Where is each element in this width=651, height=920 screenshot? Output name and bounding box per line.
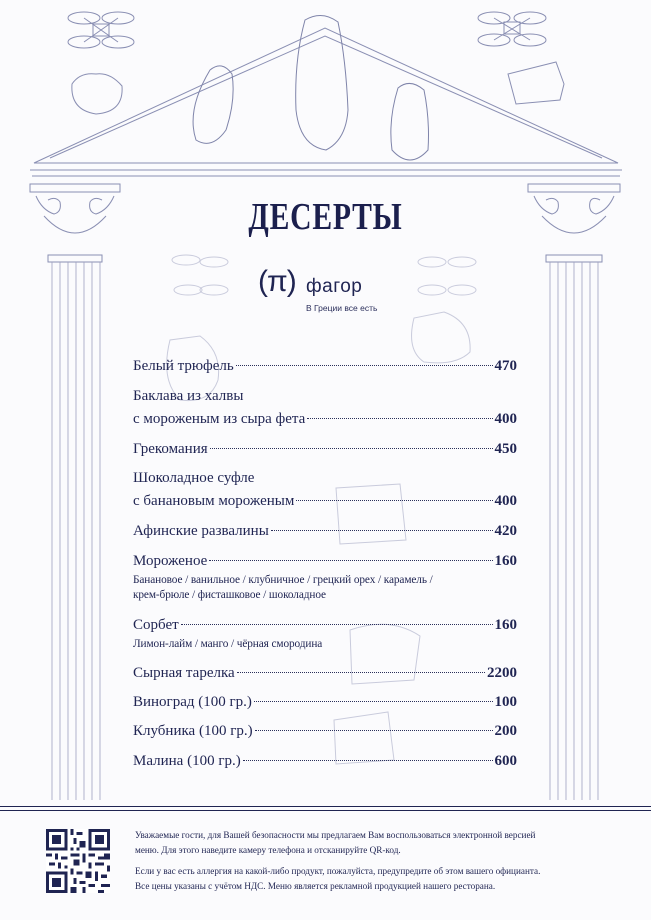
qr-code-icon[interactable]	[46, 829, 110, 893]
leader-dots	[243, 760, 493, 761]
logo-tagline: В Греции все есть	[306, 303, 378, 313]
leader-dots	[271, 530, 493, 531]
menu-item-raspberry	[133, 750, 517, 772]
menu-item-white-truffle	[133, 355, 517, 377]
item-price: 200	[494, 723, 517, 739]
item-name: Сорбет	[133, 617, 179, 633]
footer-text: Все цены указаны с учётом НДС. Меню является рекламной продукцией нашего ресторана.	[135, 881, 496, 891]
menu-item-cheese-plate	[133, 662, 517, 684]
item-price: 100	[494, 694, 517, 710]
leader-dots	[237, 672, 485, 673]
item-price: 160	[494, 553, 517, 569]
item-name: с банановым мороженым	[133, 493, 295, 509]
leader-dots	[209, 560, 492, 561]
leader-dots	[181, 624, 493, 625]
menu-item-strawberry	[133, 720, 517, 742]
leader-dots	[236, 365, 493, 366]
leader-dots	[255, 730, 493, 731]
footer-divider	[0, 810, 651, 811]
menu-item-baklava	[133, 408, 517, 430]
footer-text: меню. Для этого наведите камеру телефона и отсканируйте QR-код.	[135, 845, 401, 855]
footer-divider	[0, 806, 651, 807]
item-name: с мороженым из сыра фета	[133, 411, 306, 427]
item-name: Сырная тарелка	[133, 665, 235, 681]
menu-item-chocolate-souffle	[133, 490, 517, 512]
item-price: 600	[494, 753, 517, 769]
footer-text: Если у вас есть аллергия на какой-либо продукт, пожалуйста, предупредите об этом вашего официанта.	[135, 866, 541, 876]
leader-dots	[307, 418, 492, 419]
item-description: Банановое / ванильное / клубничное / грецкий орех / карамель /	[133, 574, 433, 586]
menu-item-grekomania	[133, 438, 517, 460]
item-name: Малина (100 гр.)	[133, 753, 241, 769]
item-name: Белый трюфель	[133, 358, 234, 374]
item-price: 420	[494, 523, 517, 539]
item-price: 400	[494, 411, 517, 427]
item-price: 2200	[487, 665, 517, 681]
item-name-line1: Шоколадное суфле	[133, 470, 255, 486]
leader-dots	[254, 701, 493, 702]
menu-item-ice-cream	[133, 550, 517, 572]
item-name-line1: Баклава из халвы	[133, 388, 244, 404]
item-name: Афинские развалины	[133, 523, 269, 539]
item-name: Грекомания	[133, 441, 208, 457]
item-price: 470	[494, 358, 517, 374]
logo-wordmark: фагор	[306, 276, 363, 297]
footer-text: Уважаемые гости, для Вашей безопасности мы предлагаем Вам воспользоваться электронной версией	[135, 830, 536, 840]
item-price: 450	[494, 441, 517, 457]
item-name: Клубника (100 гр.)	[133, 723, 253, 739]
item-description: крем-брюле / фисташковое / шоколадное	[133, 589, 326, 601]
item-price: 160	[494, 617, 517, 633]
item-name: Мороженое	[133, 553, 208, 569]
page-title: ДЕСЕРТЫ	[248, 196, 403, 238]
logo-mark: (π)	[258, 265, 296, 298]
item-name: Виноград (100 гр.)	[133, 694, 252, 710]
menu-item-athenian-ruins	[133, 520, 517, 542]
menu-item-grapes	[133, 691, 517, 713]
item-price: 400	[494, 493, 517, 509]
menu-item-sorbet	[133, 614, 517, 636]
item-description: Лимон-лайм / манго / чёрная смородина	[133, 638, 323, 650]
leader-dots	[296, 500, 492, 501]
leader-dots	[210, 448, 493, 449]
